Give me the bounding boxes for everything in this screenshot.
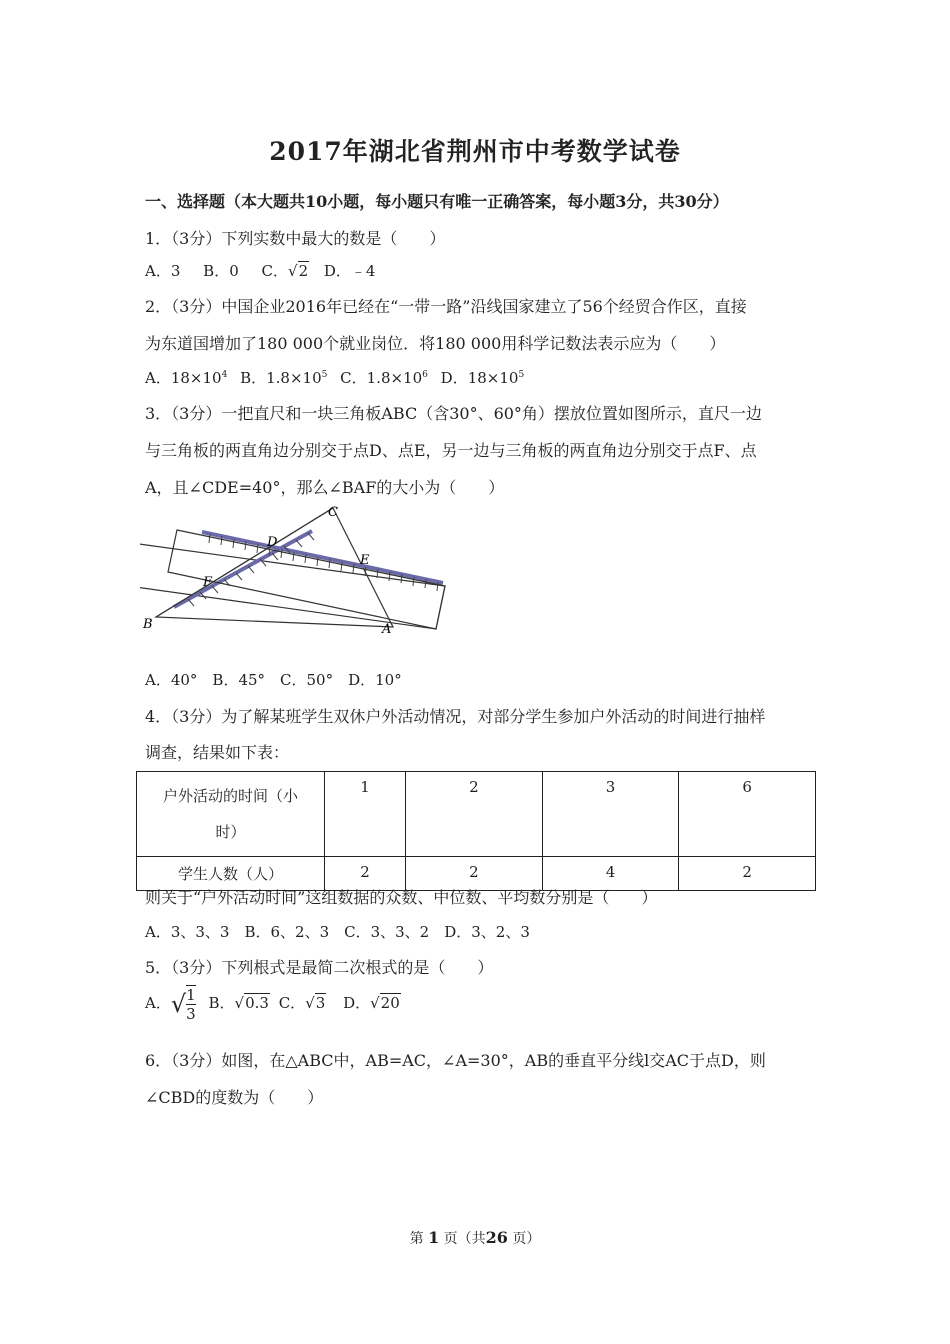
table-cell: 学生人数（人） — [137, 857, 325, 891]
table-row — [137, 772, 816, 857]
q5-option-c: C．√3 — [278, 994, 326, 1012]
q5-option-a: A．√ $\frac{1}{3}$ — [145, 986, 196, 1023]
question-2-options — [145, 367, 524, 388]
q1-option-c: C．√2 — [261, 262, 309, 280]
table-cell: 4 — [542, 857, 679, 891]
label-b: B — [143, 617, 153, 632]
question-5-options — [145, 985, 401, 1023]
q2-option-a: A．$18\times 10^4$ — [145, 369, 228, 387]
label-f: F — [203, 575, 213, 590]
current-page-number: 1 — [428, 1228, 440, 1247]
question-3-line-2: 与三角板的两直角边分别交于点D、点E，另一边与三角板的两直角边分别交于点F、点 — [145, 441, 757, 460]
activity-table — [136, 771, 816, 891]
page-title: 2017年湖北省荆州市中考数学试卷 — [269, 137, 681, 166]
question-4-line-2: 调查，结果如下表： — [145, 743, 290, 762]
question-3-options: A．40° B．45° C．50° D．10° — [145, 671, 402, 689]
ruler-triangle-figure — [140, 500, 460, 640]
label-c: C — [328, 505, 338, 520]
question-4-line-1: 4．（3分）为了解某班学生双休户外活动情况，对部分学生参加户外活动的时间进行抽样 — [145, 707, 766, 726]
q5-option-d: D．√20 — [343, 994, 400, 1012]
q1-option-c-radicand: 2 — [298, 262, 309, 280]
question-5-stem: 5．（3分）下列根式是最简二次根式的是（ ） — [145, 958, 494, 977]
q5-option-b: B．√0.3 — [208, 994, 269, 1012]
label-d: D — [267, 535, 278, 550]
table-cell: 1 — [324, 772, 405, 857]
q2-option-b: B．$1.8\times 10^5$ — [240, 369, 328, 387]
question-2-line-1: 2．（3分）中国企业2016年已经在“一带一路”沿线国家建立了56个经贸合作区，直接 — [145, 297, 747, 316]
q1-option-b: B．0 — [203, 262, 239, 280]
q2-option-c: C．$1.8\times 10^6$ — [340, 369, 428, 387]
q1-option-a: A．3 — [145, 262, 181, 280]
question-3-line-1: 3．（3分）一把直尺和一块三角板ABC（含30°、60°角）摆放位置如图所示，直尺一边 — [145, 404, 762, 423]
question-4-line-3: 则关于“户外活动时间”这组数据的众数、中位数、平均数分别是（ ） — [145, 888, 658, 907]
table-cell: 2 — [324, 857, 405, 891]
question-1-stem: 1．（3分）下列实数中最大的数是（ ） — [145, 229, 446, 248]
q1-option-d: D．﹣4 — [323, 262, 376, 280]
table-cell: 户外活动的时间（小 时） — [137, 772, 325, 857]
q2-option-d: D．$18\times 10^5$ — [440, 369, 525, 387]
table-cell: 2 — [406, 772, 543, 857]
question-3-line-3: A，且∠CDE=40°，那么∠BAF的大小为（ ） — [145, 478, 505, 497]
question-6-line-2: ∠CBD的度数为（ ） — [145, 1088, 324, 1107]
question-6-line-1: 6．（3分）如图，在△ABC中，AB=AC，∠A=30°，AB的垂直平分线l交AC于点D，则 — [145, 1051, 766, 1070]
question-1-options — [145, 260, 375, 281]
label-e: E — [360, 553, 370, 568]
section-heading: 一、选择题（本大题共10小题，每小题只有唯一正确答案，每小题3分，共30分） — [145, 192, 729, 211]
label-a: A — [382, 622, 392, 637]
question-4-options: A．3、3、3 B．6、2、3 C．3、3、2 D．3、2、3 — [145, 923, 530, 941]
table-cell: 2 — [406, 857, 543, 891]
table-cell: 6 — [679, 772, 816, 857]
total-pages: 26 — [485, 1228, 508, 1247]
table-cell: 2 — [679, 857, 816, 891]
table-cell: 3 — [542, 772, 679, 857]
page-footer: 第 1 页（共26 页） — [409, 1228, 541, 1247]
question-2-line-2: 为东道国增加了180 000个就业岗位．将180 000用科学记数法表示应为（ ） — [145, 334, 726, 353]
